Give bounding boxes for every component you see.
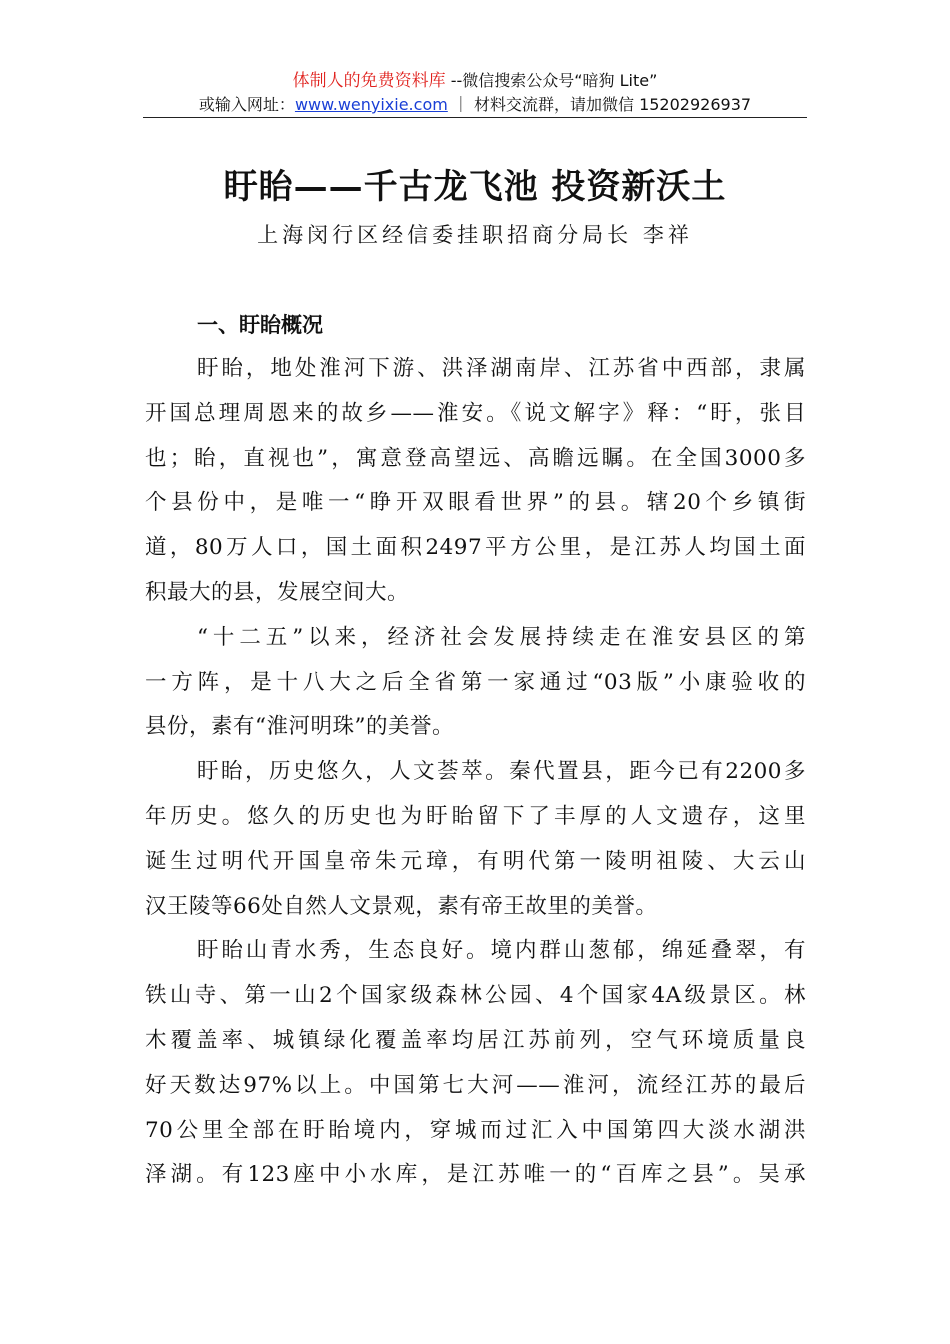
paragraph xyxy=(145,347,806,616)
text-line: 年历史。悠久的历史也为盱眙留下了丰厚的人文遗存，这里 xyxy=(145,803,806,829)
author-line: 上海闵行区经信委挂职招商分局长 李祥 xyxy=(257,223,693,247)
document-body xyxy=(145,347,806,1198)
text-line: “十二五”以来，经济社会发展持续走在淮安县区的第 xyxy=(197,624,806,650)
paragraph xyxy=(145,929,806,1198)
text-line: 盱眙，地处淮河下游、洪泽湖南岸、江苏省中西部，隶属 xyxy=(197,356,806,381)
text-line: 铁山寺、第一山2个国家级森林公园、4个国家4A级景区。林 xyxy=(145,983,806,1009)
paragraph xyxy=(145,616,806,750)
text-line: 70公里全部在盱眙境内，穿城而过汇入中国第四大淡水湖洪 xyxy=(145,1117,806,1143)
header-divider xyxy=(143,117,807,118)
paragraph xyxy=(145,750,806,929)
wechat-note: --微信搜索公众号“暗狗 Lite” xyxy=(445,71,658,90)
text-line: 个县份中，是唯一“睁开双眼看世界”的县。辖20个乡镇街 xyxy=(145,490,806,516)
document-title: 盱眙——千古龙飞池 投资新沃土 xyxy=(223,167,727,207)
website-link[interactable]: www.wenyixie.com xyxy=(294,95,448,114)
text-line: 开国总理周恩来的故乡——淮安。《说文解字》释：“盱，张目 xyxy=(145,400,806,426)
text-line: 好天数达97%以上。中国第七大河——淮河，流经江苏的最后 xyxy=(145,1072,806,1098)
watermark-header xyxy=(0,70,950,92)
text-line: 一方阵，是十八大之后全省第一家通过“03版”小康验收的 xyxy=(145,669,806,695)
text-line: 诞生过明代开国皇帝朱元璋，有明代第一陵明祖陵、大云山 xyxy=(145,848,806,874)
url-label: 或输入网址： xyxy=(198,95,295,114)
brand-text: 体制人的免费资料库 xyxy=(292,71,446,91)
text-line: 盱眙山青水秀，生态良好。境内群山葱郁，绵延叠翠，有 xyxy=(197,938,806,964)
text-line: 盱眙，历史悠久，人文荟萃。秦代置县，距今已有2200多 xyxy=(197,759,806,785)
text-line: 木覆盖率、城镇绿化覆盖率均居江苏前列，空气环境质量良 xyxy=(145,1027,806,1053)
text-line: 县份，素有“淮河明珠”的美誉。 xyxy=(145,714,454,740)
text-line: 汉王陵等66处自然人文景观，素有帝王故里的美誉。 xyxy=(145,893,658,919)
contact-text: ｜ 材料交流群，请加微信 15202926937 xyxy=(447,95,752,114)
section-heading: 一、盱眙概况 xyxy=(197,313,323,337)
contact-header xyxy=(0,94,950,116)
text-line: 积最大的县，发展空间大。 xyxy=(145,579,410,605)
text-line: 也；眙，直视也”，寓意登高望远、高瞻远瞩。在全国3000多 xyxy=(145,445,806,471)
text-line: 泽湖。有123座中小水库，是江苏唯一的“百库之县”。吴承 xyxy=(145,1162,806,1188)
text-line: 道，80万人口，国土面积2497平方公里，是江苏人均国土面 xyxy=(145,535,806,561)
